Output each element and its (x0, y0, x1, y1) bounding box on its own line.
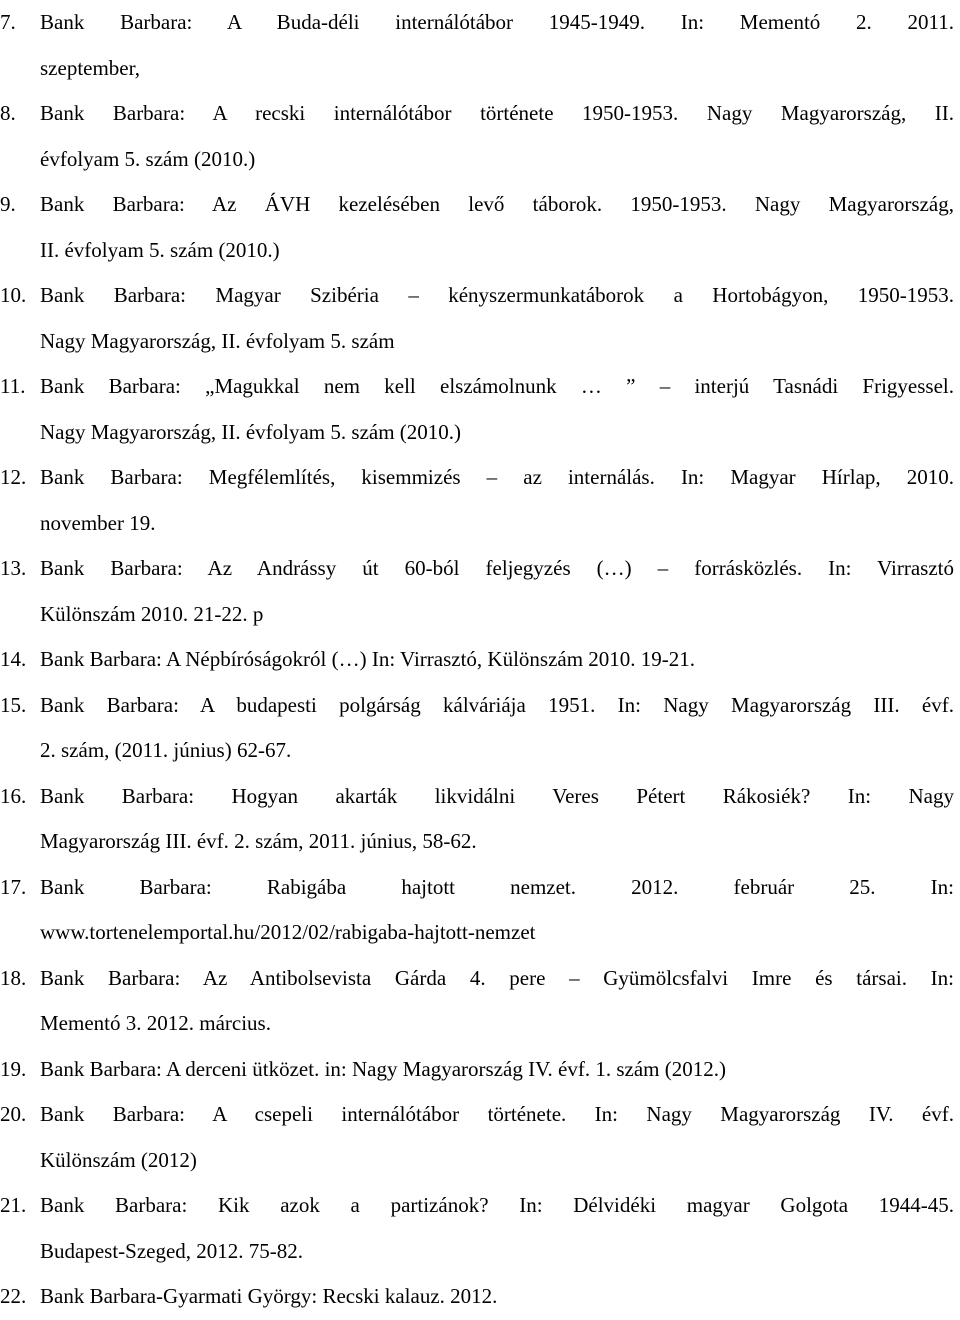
reference-number: 12. (0, 465, 27, 489)
reference-number: 17. (0, 874, 27, 899)
reference-item (0, 364, 954, 455)
reference-number: 20. (0, 1102, 27, 1126)
reference-text-line: Bank Barbara: Megfélemlítés, kisemmizés – az internálás. In: Magyar Hírlap, 2010. (40, 465, 954, 489)
reference-number: 15. (0, 692, 27, 717)
reference-text-line: Bank Barbara: Kik azok a partizánok? In: Délvidéki magyar Golgota 1944-45. (40, 1193, 954, 1217)
reference-item (0, 1274, 954, 1320)
reference-number: 22. (0, 1284, 27, 1308)
reference-item (0, 182, 954, 273)
reference-item (0, 637, 954, 683)
reference-number: 18. (0, 965, 27, 990)
reference-item (0, 683, 954, 774)
reference-number: 10. (0, 283, 27, 307)
reference-text-line: Különszám 2010. 21-22. p (40, 601, 264, 626)
reference-text-line: Nagy Magyarország, II. évfolyam 5. szám (2010.) (40, 419, 462, 444)
reference-text-line: Bank Barbara: Hogyan akarták likvidálni Veres Pétert Rákosiék? In: Nagy (40, 783, 954, 808)
reference-number: 21. (0, 1193, 27, 1217)
reference-text-line: Mementó 3. 2012. március. (40, 1011, 271, 1035)
reference-number: 14. (0, 647, 27, 671)
reference-text-line: november 19. (40, 510, 156, 535)
reference-number: 7. (0, 10, 16, 34)
reference-item (0, 865, 954, 956)
reference-item (0, 1183, 954, 1274)
reference-number: 9. (0, 192, 16, 216)
reference-text-line: Bank Barbara: Magyar Szibéria – kényszermunkatáborok a Hortobágyon, 1950-1953. (40, 283, 954, 307)
reference-number: 16. (0, 783, 27, 808)
reference-number: 8. (0, 101, 16, 125)
reference-text-line: Bank Barbara: Rabigába hajtott nemzet. 2012. február 25. In: (40, 874, 954, 899)
reference-text-line: Bank Barbara: Az Antibolsevista Gárda 4. pere – Gyümölcsfalvi Imre és társai. In: (40, 965, 954, 990)
reference-item (0, 273, 954, 364)
reference-text-line: www.tortenelemportal.hu/2012/02/rabigaba-hajtott-nemzet (40, 920, 536, 944)
reference-item (0, 0, 954, 91)
reference-text-line: szeptember, (40, 55, 141, 80)
reference-text-line: Bank Barbara: A recski internálótábor története 1950-1953. Nagy Magyarország, II. (40, 101, 954, 125)
reference-item (0, 956, 954, 1047)
reference-text-line: Bank Barbara: „Magukkal nem kell elszámolnunk … ” – interjú Tasnádi Frigyessel. (40, 374, 954, 398)
reference-text-line: Bank Barbara: Az ÁVH kezelésében levő táborok. 1950-1953. Nagy Magyarország, (40, 192, 954, 216)
reference-item (0, 774, 954, 865)
reference-text-line: Bank Barbara: Az Andrássy út 60-ból feljegyzés (…) – forrásközlés. In: Virrasztó (40, 556, 954, 580)
reference-text-line: Különszám (2012) (40, 1147, 197, 1172)
reference-text-line: Nagy Magyarország, II. évfolyam 5. szám (40, 328, 395, 353)
reference-number: 11. (0, 374, 26, 398)
reference-item (0, 546, 954, 637)
reference-item (0, 1092, 954, 1183)
reference-text-line: 2. szám, (2011. június) 62-67. (40, 738, 292, 762)
reference-item (0, 1047, 954, 1093)
reference-number: 19. (0, 1056, 27, 1081)
reference-text-line: Bank Barbara: A csepeli internálótábor története. In: Nagy Magyarország IV. évf. (40, 1102, 954, 1126)
reference-text-line: Bank Barbara: A derceni ütközet. in: Nagy Magyarország IV. évf. 1. szám (2012.) (40, 1056, 726, 1081)
reference-item (0, 455, 954, 546)
reference-text-line: Budapest-Szeged, 2012. 75-82. (40, 1238, 304, 1263)
reference-item (0, 91, 954, 182)
reference-text-line: évfolyam 5. szám (2010.) (40, 146, 256, 171)
reference-text-line: Bank Barbara: A budapesti polgárság kálváriája 1951. In: Nagy Magyarország III. évf. (40, 692, 954, 717)
reference-text-line: Bank Barbara: A Népbíróságokról (…) In: Virrasztó, Különszám 2010. 19-21. (40, 647, 696, 671)
reference-text-line: II. évfolyam 5. szám (2010.) (40, 237, 280, 262)
reference-text-line: Bank Barbara: A Buda-déli internálótábor 1945-1949. In: Mementó 2. 2011. (40, 10, 954, 34)
reference-number: 13. (0, 556, 27, 580)
reference-text-line: Bank Barbara-Gyarmati György: Recski kalauz. 2012. (40, 1284, 498, 1308)
reference-text-line: Magyarország III. évf. 2. szám, 2011. június, 58-62. (40, 829, 477, 853)
